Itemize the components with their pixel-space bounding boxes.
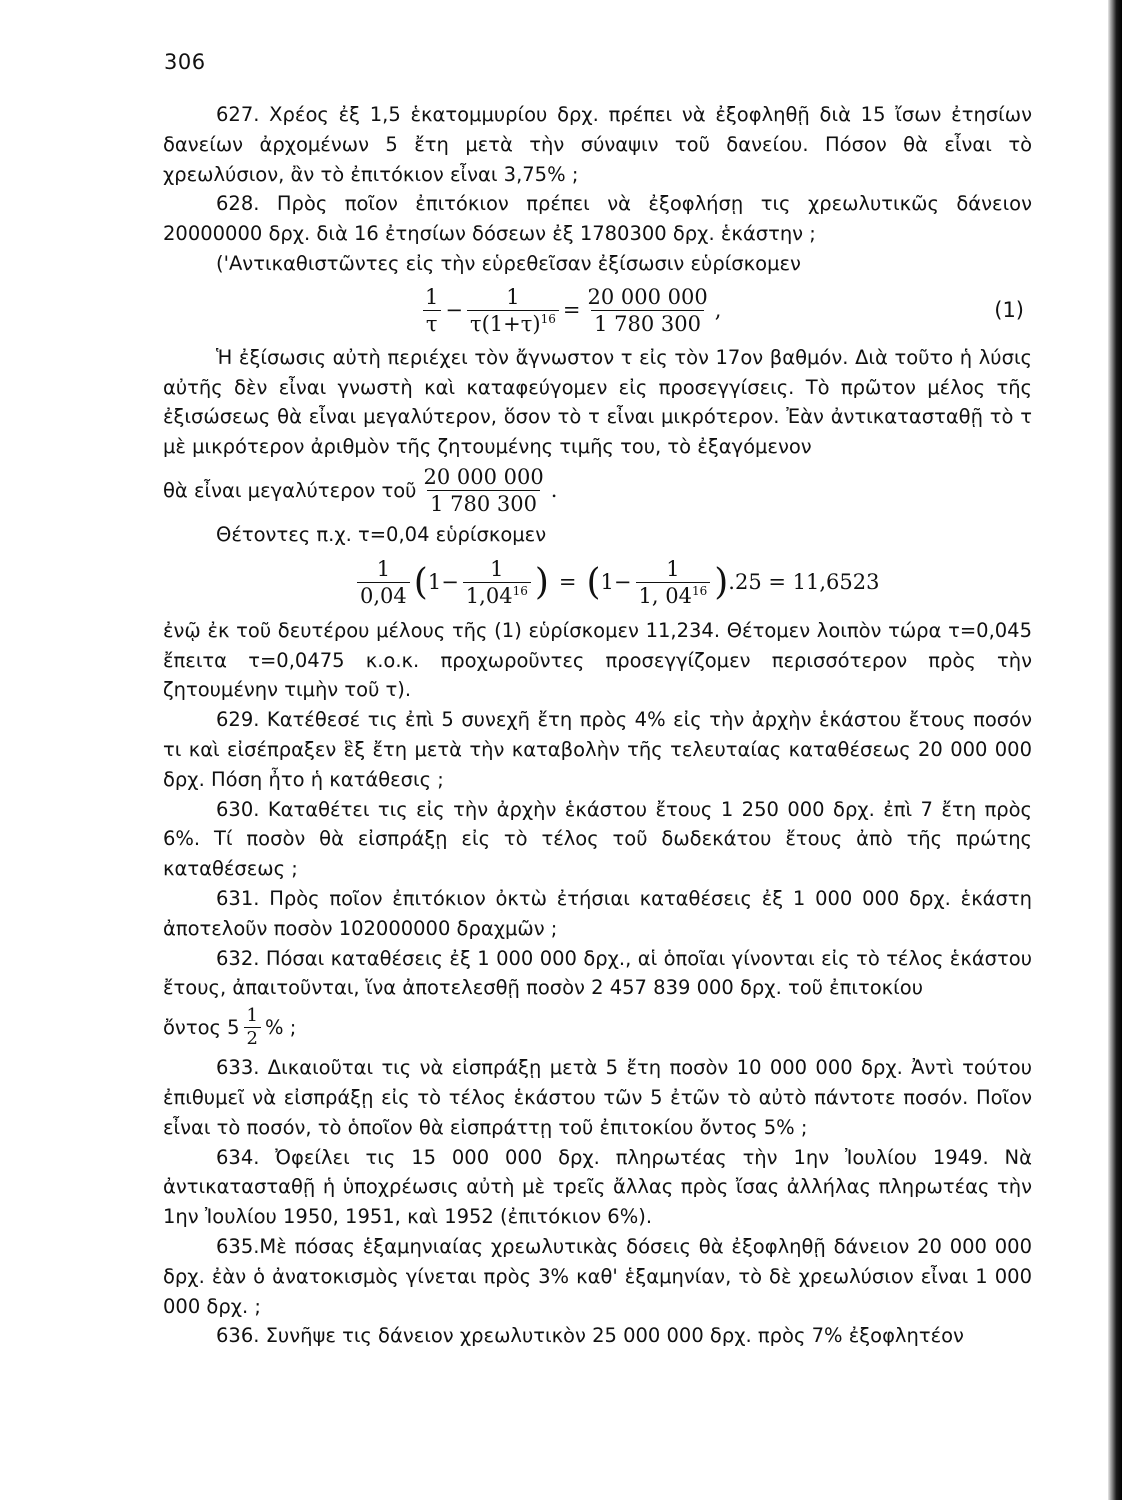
eq2-den-b [463,582,531,608]
problem-630: 630. Καταθέτει τις εἰς τὴν ἀρχὴν ἑκάστου ἔτους 1 250 000 δρχ. ἐπὶ 7 ἔτη πρὸς 6%. Τί ποσὸν θὰ εἰσπράξῃ εἰς τὸ τέλος τοῦ δωδεκάτου ἔτους ἀπὸ τῆς πρώτης καταθέσεως ; [163,797,1032,881]
eq2-num-a: 1 [376,556,391,581]
problem-628-solution: Ἡ ἐξίσωσις αὐτὴ περιέχει τὸν ἄγνωστον τ εἰς τὸν 17ον βαθμόν. Διὰ τοῦτο ἡ λύσις αὐτῆς δὲν εἶναι γνωστὴ καὶ καταφεύγομεν εἰς προσεγγίσεις. Τὸ πρῶτον μέλος τῆς ἐξισώσεως θὰ εἶναι μεγαλύτερον, ὅσον τὸ τ εἶναι μικρότερον. Ἐὰν ἀντικατασταθῇ τὸ τ μὲ μικρότερον ἀριθμὸν τῆς ζητουμένης τιμῆς του, τὸ ἐξαγόμενον [163,345,1032,459]
solution-frac-num: 20 000 000 [423,464,544,489]
eq1-frac-c [584,286,710,336]
eq2-minus: − [441,569,459,594]
rate-frac-num: 1 [246,1005,258,1027]
eq2-den-b-base: 1,04 [465,583,513,608]
problem-632: 632. Πόσαι καταθέσεις ἐξ 1 000 000 δρχ., αἱ ὁποῖαι γίνονται εἰς τὸ τέλος ἑκάστου ἔτους, ἀπαιτοῦνται, ἵνα ἀποτελεσθῇ ποσὸν 2 457 839 000 δρχ. τοῦ ἐπιτοκίου [163,946,1032,1000]
eq1-frac-a [422,286,441,336]
eq2-minus2: − [613,569,632,594]
page-number: 306 [164,50,206,74]
equation-label-1: (1) [994,297,1024,322]
equation-2 [163,550,1032,616]
eq1-num-a: 1 [425,284,439,309]
rate-suffix: % ; [265,1016,297,1040]
eq2-den-b-exp: 16 [512,583,528,598]
problem-631: 631. Πρὸς ποῖον ἐπιτόκιον ὀκτὼ ἐτήσιαι καταθέσεις ἐξ 1 000 000 δρχ. ἑκάστη ἀποτελοῦν ποσὸν 102000000 δραχμῶν ; [163,886,1032,940]
eq2-den-a: 0,04 [357,582,410,608]
solution-frac-den: 1 780 300 [427,490,540,516]
rate-frac-den: 2 [244,1027,261,1050]
problem-628: 628. Πρὸς ποῖον ἐπιτόκιον πρέπει νὰ ἐξοφλήσῃ τις χρεωλυτικῶς δάνειον 20000000 δρχ. διὰ 16 ἐτησίων δόσεων ἐξ 1780300 δρχ. ἑκάστην ; [163,192,1032,246]
eq1-den-b-base: τ(1+τ) [469,311,541,336]
eq1-num-b: 1 [506,284,520,309]
eq2-lparen2: ( [586,561,601,603]
eq1-equals: = [562,297,581,322]
eq2-one2: 1 [600,569,614,594]
eq2-rparen2: ) [714,561,729,603]
problem-633: 633. Δικαιοῦται τις νὰ εἰσπράξῃ μετὰ 5 ἔτη ποσὸν 10 000 000 δρχ. Ἀντὶ τούτου ἐπιθυμεῖ νὰ εἰσπράξῃ εἰς τὸ τέλος ἑκάστου τῶν 5 ἐτῶν τὸ αὐτὸ πάντοτε ποσόν. Ποῖον εἶναι τὸ ποσόν, τὸ ὁποῖον θὰ εἰσπράττῃ τοῦ ἐπιτοκίου ὄντος 5% ; [163,1056,1032,1139]
equation-1 [163,279,1032,343]
eq2-den-c-base: 1, 04 [638,583,692,608]
eq2-num-c: 1 [666,556,680,581]
eq2-num-b: 1 [490,556,504,581]
solution-prefix: θὰ εἶναι μεγαλύτερον τοῦ [163,479,417,503]
problem-636: 636. Συνῆψε τις δάνειον χρεωλυτικὸν 25 000 000 δρχ. πρὸς 7% ἐξοφλητέον [216,1324,964,1348]
problem-628-hint: ('Αντικαθιστῶντες εἰς τὴν εὑρεθεῖσαν ἐξίσωσιν εὑρίσκομεν [216,251,801,275]
scan-edge [1108,0,1122,1500]
eq2-den-c-exp: 16 [691,583,708,598]
eq2-frac-a [357,558,410,608]
eq1-trail: , [714,297,722,322]
eq1-den-b [467,310,559,336]
rate-prefix: ὄντος 5 [163,1016,240,1040]
eq2-frac-b [463,558,531,608]
eq1-frac-b [467,286,559,336]
problem-634: 634. Ὀφείλει τις 15 000 000 δρχ. πληρωτέας τὴν 1ην Ἰουλίου 1949. Νὰ ἀντικατασταθῇ ἡ ὑποχρέωσις αὐτὴ μὲ τρεῖς ἄλλας πρὸς ἴσας ἀλλήλας πληρωτέας τὴν 1ην Ἰουλίου 1950, 1951, καὶ 1952 (ἐπιτόκιον 6%). [163,1145,1032,1229]
trial-intro: Θέτοντες π.χ. τ=0,04 εὑρίσκομεν [216,522,547,546]
problem-629: 629. Κατέθεσέ τις ἐπὶ 5 συνεχῆ ἔτη πρὸς 4% εἰς τὴν ἀρχὴν ἑκάστου ἔτους ποσόν τι καὶ εἰσέπραξεν ἓξ ἔτη μετὰ τὴν καταβολὴν τῆς τελευταίας καταθέσεως 20 000 000 δρχ. Πόση ἦτο ἡ κατάθεσις ; [163,708,1032,791]
eq1-den-a: τ [423,310,441,336]
eq1-num-c: 20 000 000 [587,284,708,309]
eq1-den-c: 1 780 300 [591,310,704,336]
eq2-lparen: ( [413,561,428,603]
solution-frac-trail: . [550,478,558,503]
rate-frac [244,1006,261,1049]
problem-628-conclusion: ἐνῷ ἐκ τοῦ δευτέρου μέλους τῆς (1) εὑρίσκομεν 11,234. Θέτομεν λοιπὸν τώρα τ=0,045 ἔπειτα τ=0,0475 κ.ο.κ. προχωροῦντες προσεγγίζομεν περισσότερον πρὸς τὴν ζητουμένην τιμὴν τοῦ τ). [163,618,1032,702]
eq2-one: 1 [427,569,442,594]
eq2-rparen: ) [534,561,549,603]
problem-635: 635.Μὲ πόσας ἑξαμηνιαίας χρεωλυτικὰς δόσεις θὰ ἐξοφληθῇ δάνειον 20 000 000 δρχ. ἐὰν ὁ ἀνατοκισμὸς γίνεται πρὸς 3% καθ' ἑξαμηνίαν, τὸ δὲ χρεωλύσιον εἶναι 1 000 000 δρχ. ; [163,1234,1032,1318]
solution-frac [420,466,546,516]
problem-627: 627. Χρέος ἐξ 1,5 ἑκατομμυρίου δρχ. πρέπει νὰ ἐξοφληθῇ διὰ 15 ἴσων ἐτησίων δανείων ἀρχομένων 5 ἔτη μετὰ τὴν σύναψιν τοῦ δανείου. Πόσον θὰ εἶναι τὸ χρεωλύσιον, ἂν τὸ ἐπιτόκιον εἶναι 3,75% ; [163,103,1032,186]
eq2-den-c [636,582,711,608]
eq2-frac-c [636,558,711,608]
eq1-den-b-exp: 16 [540,311,556,326]
eq2-tail: .25 = 11,6523 [728,569,880,594]
solution-fraction-line [163,462,1032,520]
eq2-equals: = [558,569,577,594]
problem-632-rate [163,1003,1032,1053]
eq1-minus: − [445,297,463,322]
page-body [163,100,1032,1351]
